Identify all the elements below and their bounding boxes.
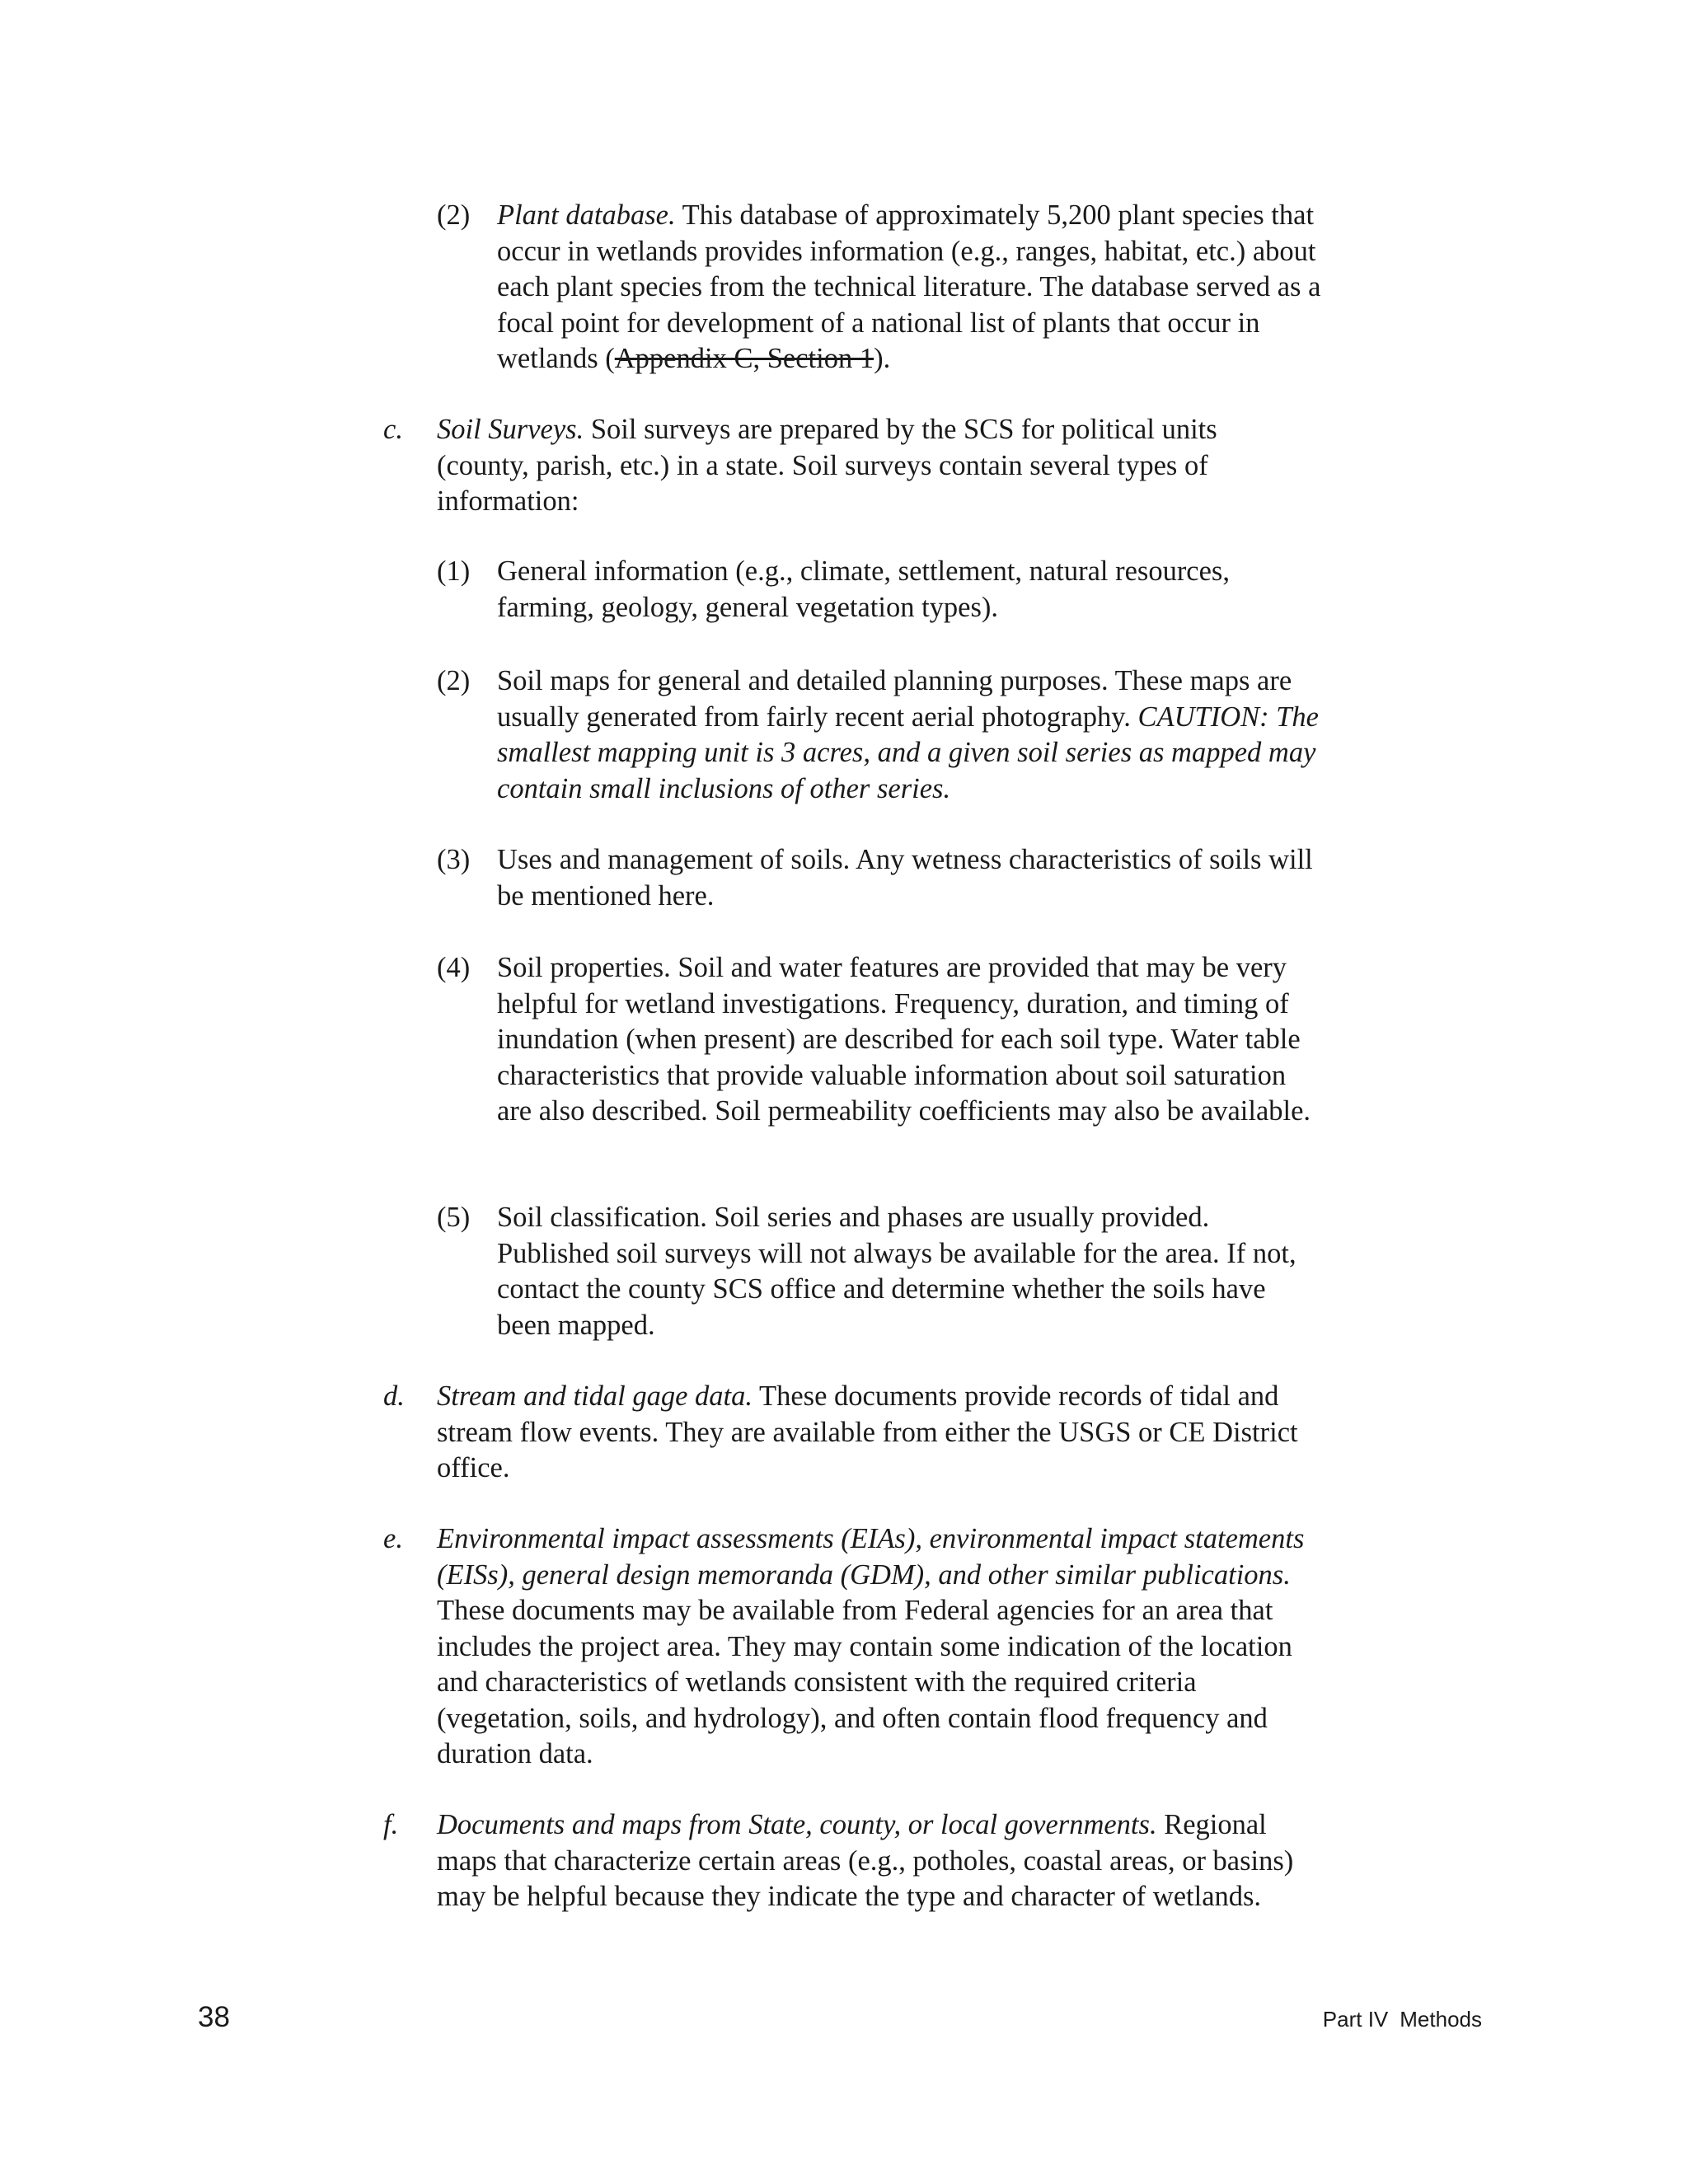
item-number: (3) — [437, 844, 471, 875]
running-footer — [1323, 2007, 1482, 2032]
item-text: Uses and management of soils. Any wetness characteristics of soils will be mentioned here. — [497, 844, 1313, 912]
item-text: Soil surveys are prepared by the SCS for political units (county, parish, etc.) in a state. Soil surveys contain several types of information: — [437, 414, 1217, 517]
item-body — [437, 1379, 1311, 1487]
item-body — [497, 198, 1321, 377]
item-number: (2) — [437, 665, 471, 696]
item-letter: e. — [383, 1523, 403, 1554]
item-letter: d. — [383, 1380, 405, 1412]
item-text: This database of approximately 5,200 plant species that occur in wetlands provides information (e.g., ranges, habitat, etc.) about each plant species from the technical literature. The database served as a focal point for development of a national list of plants that occur in wetlands ( — [497, 199, 1321, 374]
item-number: (2) — [437, 199, 471, 231]
item-body — [437, 1521, 1311, 1773]
footer-part: Part IV — [1322, 2007, 1389, 2032]
item-title: Environmental impact assessments (EIAs), environmental impact statements (EISs), general design memoranda (GDM), and other similar publications. — [437, 1523, 1305, 1591]
footer-section: Methods — [1400, 2007, 1482, 2032]
item-text: Soil maps for general and detailed planning purposes. These maps are usually generated from fairly recent aerial photography. — [497, 665, 1292, 733]
struck-reference: Appendix C, Section 1 — [614, 343, 874, 374]
item-body — [437, 412, 1311, 520]
item-letter: f. — [383, 1809, 399, 1840]
item-letter: c. — [383, 414, 403, 445]
item-number: (1) — [437, 555, 471, 587]
item-text: Soil classification. Soil series and phases are usually provided. Published soil surveys will not always be available for the area. If not, contact the county SCS office and determine whether the soils have been mapped. — [497, 1202, 1296, 1341]
item-title: Documents and maps from State, county, or local governments. — [437, 1809, 1157, 1840]
item-text: These documents provide records of tidal and stream flow events. They are available from either the USGS or CE District office. — [437, 1380, 1298, 1483]
item-title: Plant database. — [497, 199, 676, 231]
item-text: General information (e.g., climate, settlement, natural resources, farming, geology, general vegetation types). — [497, 555, 1230, 623]
item-body — [497, 663, 1321, 807]
item-text: These documents may be available from Federal agencies for an area that includes the project area. They may contain some indication of the location and characteristics of wetlands consistent with the required criteria (vegetation, soils, and hydrology), and often contain flood frequency and duration data. — [437, 1595, 1292, 1769]
item-title: Stream and tidal gage data. — [437, 1380, 753, 1412]
item-title: Soil Surveys. — [437, 414, 584, 445]
item-number: (5) — [437, 1202, 471, 1233]
caution-note: CAUTION: The smallest mapping unit is 3 acres, and a given soil series as mapped may contain small inclusions of other series. — [497, 701, 1319, 804]
page-number: 38 — [198, 2001, 230, 2033]
item-text: Regional maps that characterize certain areas (e.g., potholes, coastal areas, or basins) may be helpful because they indicate the type and character of wetlands. — [437, 1809, 1294, 1912]
item-text-end: ). — [874, 343, 891, 374]
item-text: Soil properties. Soil and water features are provided that may be very helpful for wetland investigations. Frequency, duration, and timing of inundation (when present) are described for each soil type. Water table characteristics that provide valuable information about soil saturation are also described. Soil permeability coefficients may also be available. — [497, 952, 1311, 1127]
item-number: (4) — [437, 952, 471, 983]
item-body — [437, 1807, 1311, 1915]
